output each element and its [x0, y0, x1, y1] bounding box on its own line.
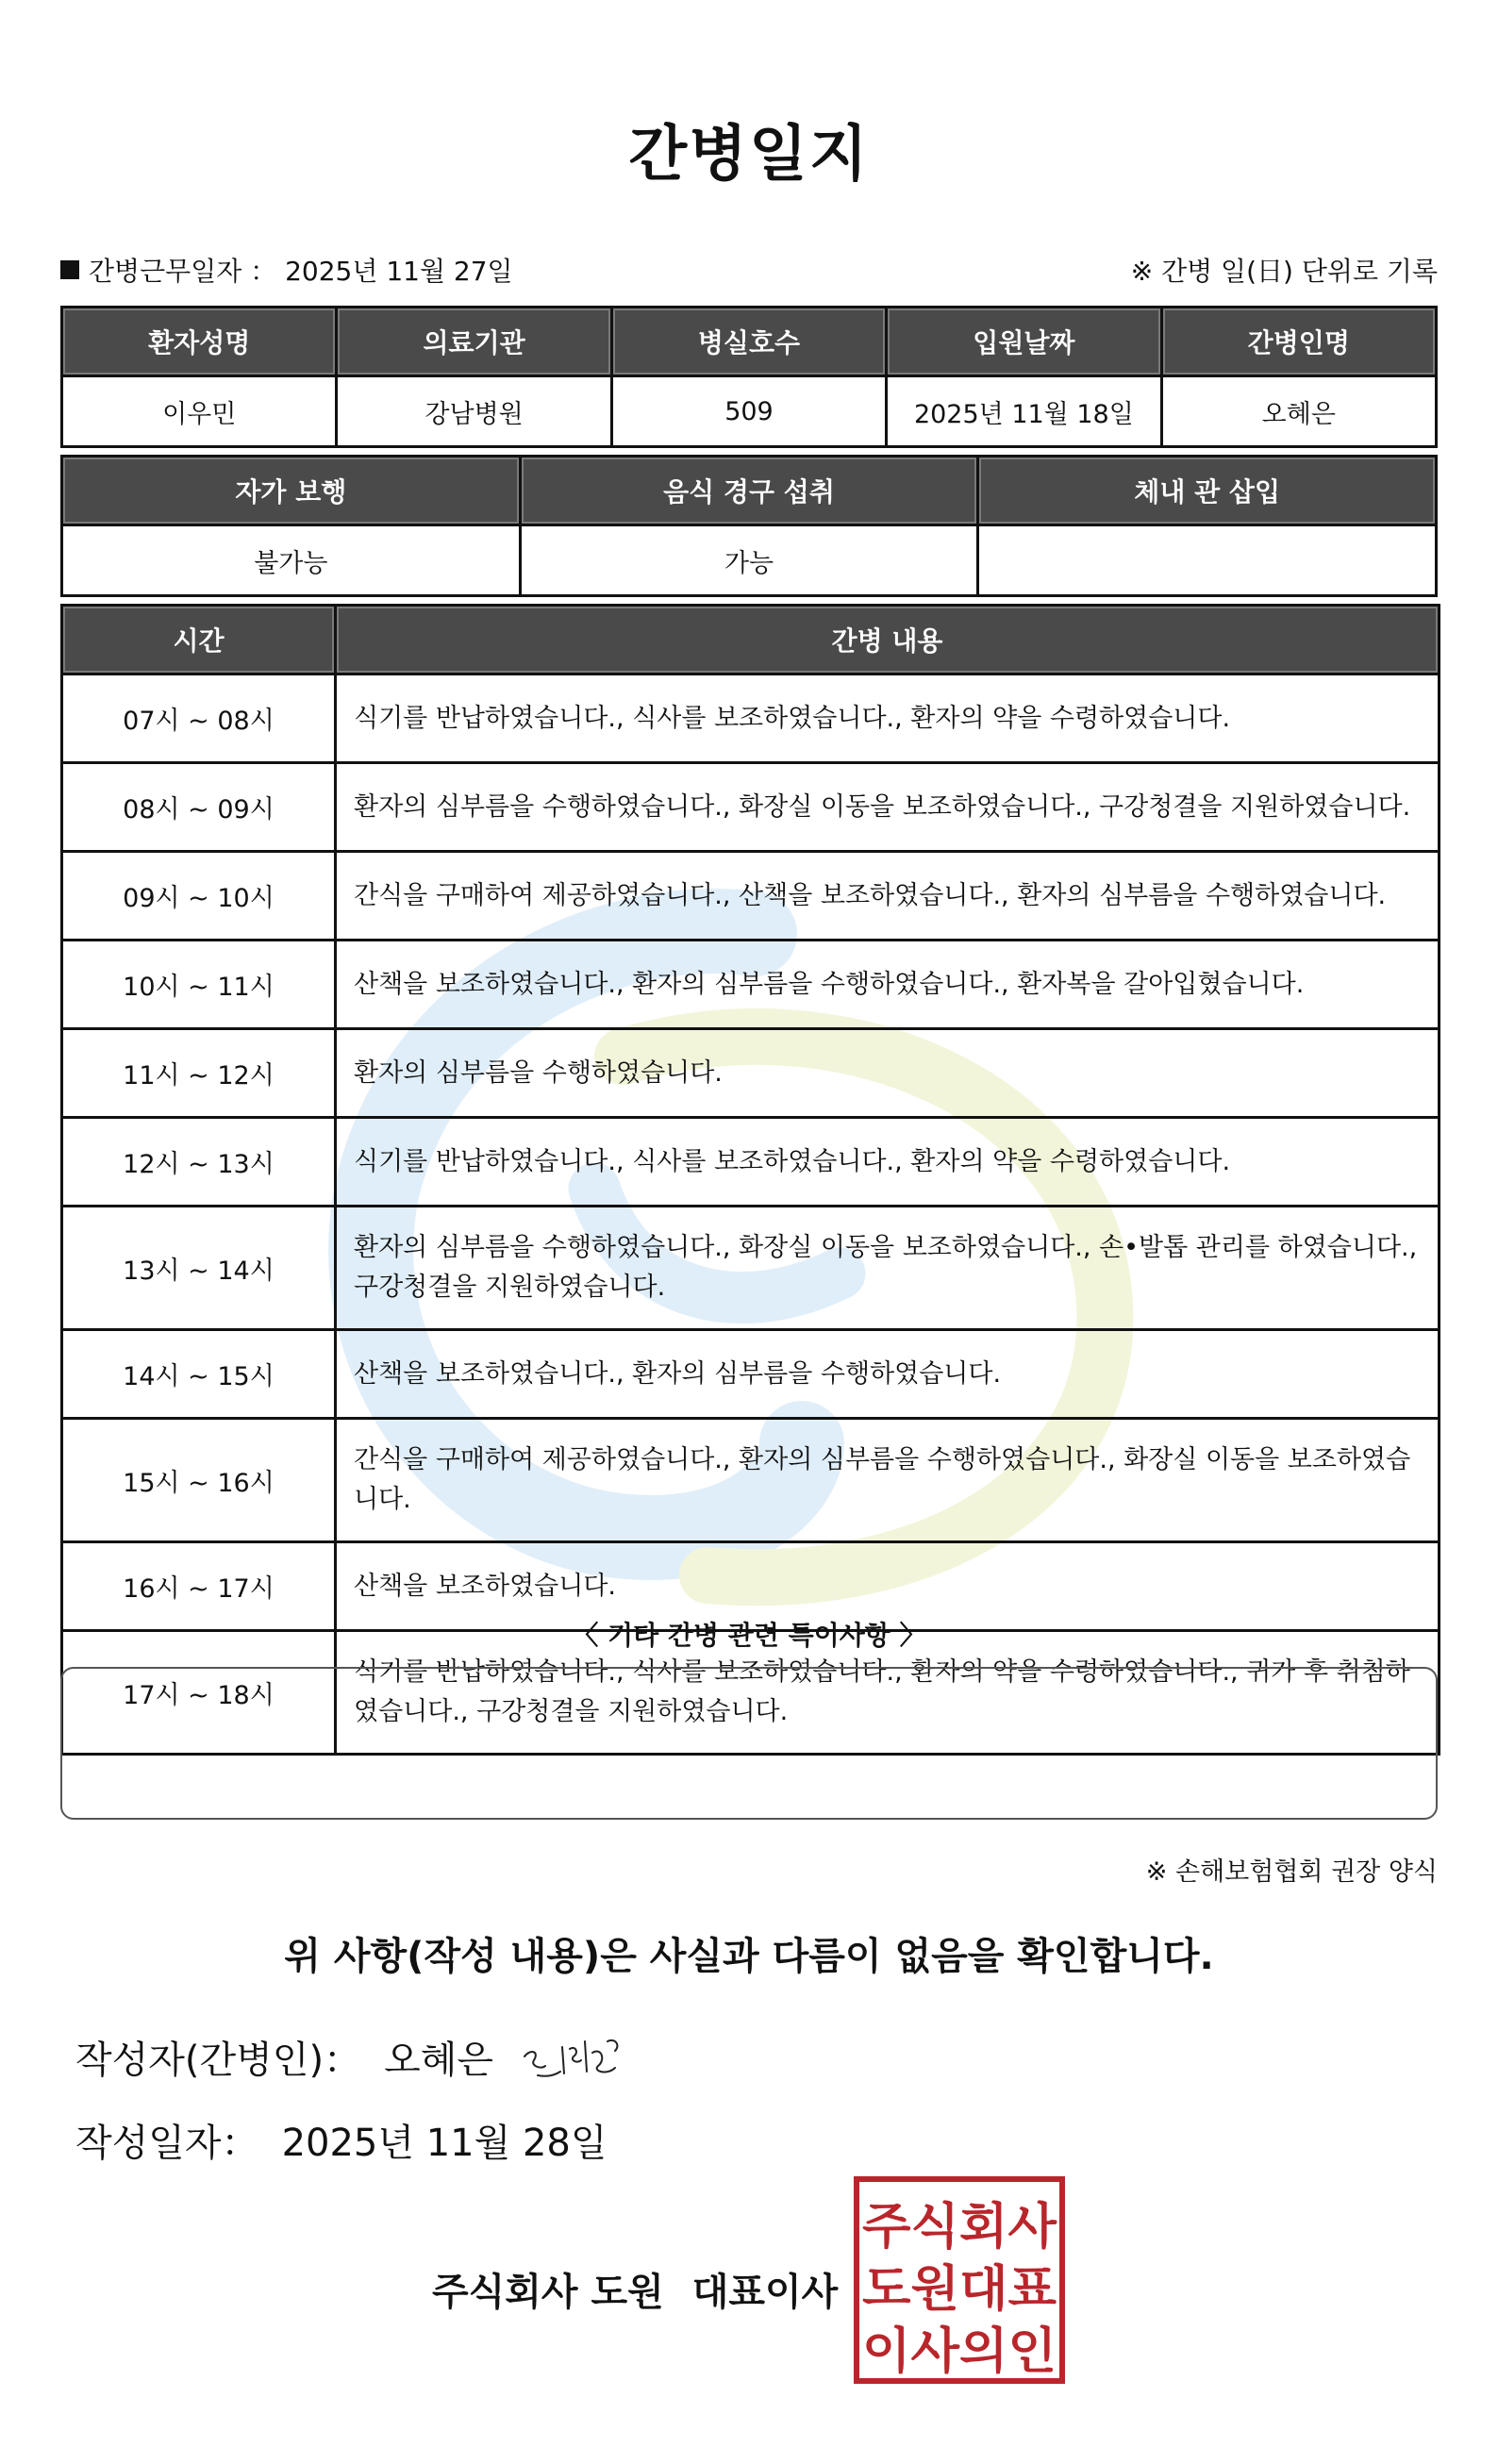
association-note: ※ 손해보험협회 권장 양식: [1145, 1857, 1438, 1887]
content-cell: 환자의 심부름을 수행하였습니다., 화장실 이동을 보조하였습니다., 구강청결을 지원하였습니다.: [336, 763, 1440, 852]
table-row: [62, 1207, 1440, 1330]
patient-status-table: [60, 455, 1438, 597]
content-cell: 산책을 보조하였습니다.: [336, 1542, 1440, 1631]
content-cell: 환자의 심부름을 수행하였습니다., 화장실 이동을 보조하였습니다., 손•발톱 관리를 하였습니다., 구강청결을 지원하였습니다.: [336, 1207, 1440, 1330]
time-cell: 09시 ~ 10시: [62, 852, 336, 941]
record-note: ※ 간병 일(日) 단위로 기록: [1130, 256, 1438, 287]
author-label: 작성자(간병인)：: [75, 2039, 362, 2082]
hospital-name: 강남병원: [337, 376, 611, 447]
time-cell: 08시 ~ 09시: [62, 763, 336, 852]
content-cell: 식기를 반납하였습니다., 식사를 보조하였습니다., 환자의 약을 수령하였습니다.: [336, 674, 1440, 763]
table-row: [62, 941, 1440, 1029]
svg-text:이사의인: 이사의인: [862, 2323, 1057, 2380]
work-date-label: 간병근무일자 ：: [89, 256, 277, 287]
room-number: 509: [611, 376, 886, 447]
patient-info-table: [60, 306, 1438, 448]
handwritten-signature-icon: [517, 2028, 640, 2094]
content-cell: 간식을 구매하여 제공하였습니다., 환자의 심부름을 수행하였습니다., 화장실 이동을 보조하였습니다.: [336, 1419, 1440, 1542]
work-date: [60, 251, 513, 289]
author-name: 오혜은: [384, 2039, 493, 2082]
content-cell: 식기를 반납하였습니다., 식사를 보조하였습니다., 환자의 약을 수령하였습니다.: [336, 1118, 1440, 1207]
svg-text:도원대표: 도원대표: [862, 2261, 1057, 2318]
square-bullet-icon: [60, 260, 79, 279]
admission-date: 2025년 11월 18일: [887, 376, 1161, 447]
self-walking-value: 불가능: [62, 525, 521, 596]
written-date-label: 작성일자：: [75, 2122, 259, 2165]
time-cell: 16시 ~ 17시: [62, 1542, 336, 1631]
header-oral-intake: 음식 경구 섭취: [520, 457, 978, 525]
table-row: [62, 763, 1440, 852]
company-name: 주식회사 도원: [432, 2271, 664, 2314]
page-title: 간병일지: [628, 120, 870, 190]
time-cell: 15시 ~ 16시: [62, 1419, 336, 1542]
header-time: 시간: [62, 606, 336, 674]
tube-insertion-value: [978, 525, 1437, 596]
header-care-content: 간병 내용: [336, 606, 1440, 674]
written-date-value: 2025년 11월 28일: [281, 2122, 608, 2165]
time-cell: 14시 ~ 15시: [62, 1330, 336, 1419]
table-row: [62, 852, 1440, 941]
company-role: 대표이사: [691, 2271, 839, 2314]
header-hospital: 의료기관: [337, 308, 611, 376]
header-room: 병실호수: [611, 308, 886, 376]
table-row: [62, 1029, 1440, 1118]
time-cell: 07시 ~ 08시: [62, 674, 336, 763]
table-row: [62, 1419, 1440, 1542]
time-cell: 11시 ~ 12시: [62, 1029, 336, 1118]
time-cell: 13시 ~ 14시: [62, 1207, 336, 1330]
patient-name: 이우민: [62, 376, 337, 447]
company-seal-icon: [853, 2175, 1066, 2385]
company-signature: [432, 2262, 838, 2316]
content-cell: 환자의 심부름을 수행하였습니다.: [336, 1029, 1440, 1118]
svg-text:주식회사: 주식회사: [862, 2199, 1057, 2256]
table-row: [62, 1118, 1440, 1207]
work-date-value: 2025년 11월 27일: [285, 256, 513, 287]
care-log-table: [60, 604, 1440, 1756]
time-cell: 12시 ~ 13시: [62, 1118, 336, 1207]
header-admission-date: 입원날짜: [887, 308, 1161, 376]
notes-box: [60, 1667, 1438, 1820]
header-patient-name: 환자성명: [62, 308, 337, 376]
header-tube-insertion: 체내 관 삽입: [978, 457, 1437, 525]
time-cell: 17시 ~ 18시: [62, 1631, 336, 1755]
header-self-walking: 자가 보행: [62, 457, 521, 525]
written-date-row: [75, 2113, 608, 2167]
notes-title: 〈 기타 간병 관련 특이사항 〉: [572, 1620, 926, 1651]
table-row: [62, 1330, 1440, 1419]
content-cell: 간식을 구매하여 제공하였습니다., 산책을 보조하였습니다., 환자의 심부름을 수행하였습니다.: [336, 852, 1440, 941]
confirmation-statement: 위 사항(작성 내용)은 사실과 다름이 없음을 확인합니다.: [284, 1935, 1214, 1978]
content-cell: 식기를 반납하였습니다., 식사를 보조하였습니다., 환자의 약을 수령하였습니다., 귀가 후 취침하였습니다., 구강청결을 지원하였습니다.: [336, 1631, 1440, 1755]
table-row: [62, 674, 1440, 763]
time-cell: 10시 ~ 11시: [62, 941, 336, 1029]
content-cell: 산책을 보조하였습니다., 환자의 심부름을 수행하였습니다., 환자복을 갈아입혔습니다.: [336, 941, 1440, 1029]
content-cell: 산책을 보조하였습니다., 환자의 심부름을 수행하였습니다.: [336, 1330, 1440, 1419]
caregiver-name: 오혜은: [1161, 376, 1436, 447]
header-caregiver-name: 간병인명: [1161, 308, 1436, 376]
oral-intake-value: 가능: [520, 525, 978, 596]
author-row: [75, 2030, 493, 2084]
